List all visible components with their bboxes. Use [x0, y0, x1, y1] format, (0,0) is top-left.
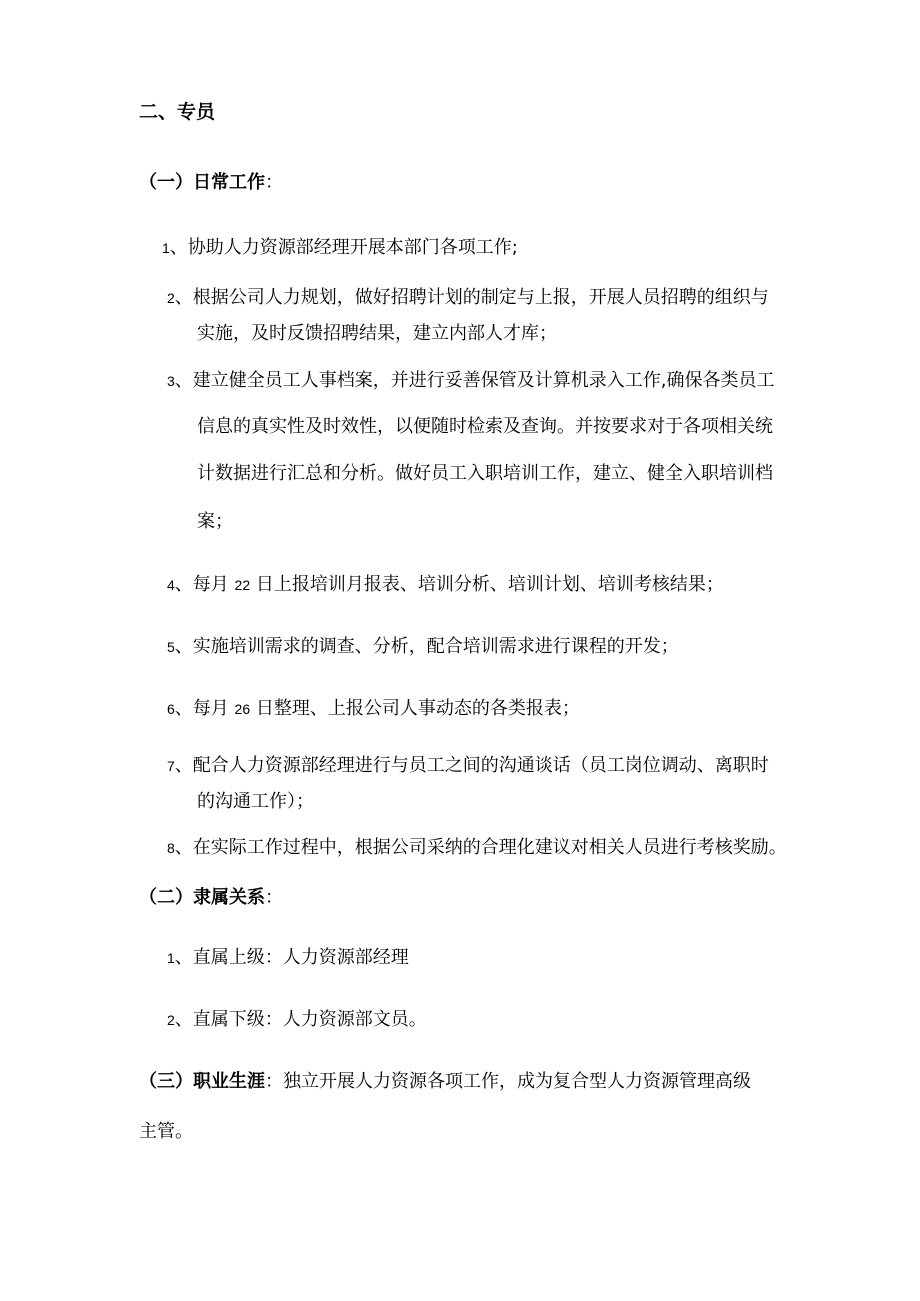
duty-item-sep: 、: [169, 237, 188, 258]
duty-item-1: [162, 237, 518, 259]
duty-item-2-continuation: 实施，及时反馈招聘结果，建立内部人才库；: [197, 323, 557, 344]
duty-item-2: [167, 287, 769, 309]
duty-item-number: 2: [167, 290, 175, 306]
duty-item-day: 26: [234, 701, 251, 717]
reporting-item-number: 2: [167, 1012, 175, 1028]
career-text-continuation: 主管。: [139, 1121, 193, 1142]
duty-item-text: 根据公司人力规划，做好招聘计划的制定与上报，开展人员招聘的组织与: [192, 287, 769, 308]
duty-item-6: [167, 698, 580, 720]
reporting-item-1: [167, 947, 409, 969]
duty-item-text-a: 每月: [192, 574, 235, 595]
reporting-item-text: 直属下级：人力资源部文员。: [192, 1009, 427, 1030]
duty-item-number: 4: [167, 577, 175, 593]
duty-item-3-continuation: 信息的真实性及时效性，以便随时检索及查询。并按要求对于各项相关统: [197, 416, 773, 437]
duty-item-text: 建立健全员工人事档案，并进行妥善保管及计算机录入工作,确保各类员工: [192, 370, 775, 391]
duty-item-sep: 、: [174, 370, 193, 391]
duty-item-3-continuation: 案；: [197, 511, 233, 532]
duty-item-text: 配合人力资源部经理进行与员工之间的沟通谈话（员工岗位调动、离职时: [192, 755, 769, 776]
duty-item-sep: 、: [174, 755, 193, 776]
duty-item-day: 22: [234, 577, 251, 593]
reporting-heading: [139, 887, 283, 909]
career-heading-prefix: （三）: [139, 1071, 193, 1092]
duty-item-text: 实施培训需求的调查、分析，配合培训需求进行课程的开发；: [192, 636, 679, 657]
reporting-item-text: 直属上级：人力资源部经理: [192, 947, 409, 968]
section-title: 二、专员: [139, 101, 216, 123]
duty-item-number: 5: [167, 639, 175, 655]
duty-item-number: 1: [162, 240, 170, 256]
duty-item-text-a: 每月: [192, 698, 235, 719]
duty-item-number: 7: [167, 758, 175, 774]
duty-item-number: 8: [167, 840, 175, 856]
duties-heading-prefix: （一）: [139, 172, 193, 193]
duty-item-text-b: 日整理、上报公司人事动态的各类报表；: [250, 698, 580, 719]
duty-item-3-continuation: 计数据进行汇总和分析。做好员工入职培训工作，建立、健全入职培训档: [197, 463, 773, 484]
duties-heading: [139, 172, 283, 194]
career-heading-suffix: ：: [265, 1071, 283, 1092]
reporting-heading-prefix: （二）: [139, 887, 193, 908]
duty-item-text: 在实际工作过程中，根据公司采纳的合理化建议对相关人员进行考核奖励。: [192, 837, 787, 858]
career-text: 独立开展人力资源各项工作，成为复合型人力资源管理高级: [283, 1071, 751, 1092]
reporting-item-sep: 、: [174, 947, 193, 968]
duty-item-sep: 、: [174, 698, 193, 719]
duty-item-sep: 、: [174, 636, 193, 657]
duty-item-number: 3: [167, 373, 175, 389]
duty-item-sep: 、: [174, 837, 193, 858]
duties-heading-text: 日常工作: [193, 172, 265, 193]
reporting-item-sep: 、: [174, 1009, 193, 1030]
reporting-item-2: [167, 1009, 427, 1031]
duty-item-3: [167, 370, 775, 392]
duty-item-8: [167, 837, 787, 859]
duty-item-5: [167, 636, 679, 658]
duties-heading-suffix: ：: [265, 172, 283, 193]
duty-item-text: 协助人力资源部经理开展本部门各项工作;: [187, 237, 518, 258]
duty-item-number: 6: [167, 701, 175, 717]
duty-item-4: [167, 574, 724, 596]
career-heading-text: 职业生涯: [193, 1071, 265, 1092]
duty-item-7-continuation: 的沟通工作）；: [197, 791, 314, 812]
career-paragraph: [139, 1071, 751, 1093]
duty-item-sep: 、: [174, 574, 193, 595]
reporting-heading-suffix: ：: [265, 887, 283, 908]
duty-item-7: [167, 755, 769, 777]
duty-item-text-b: 日上报培训月报表、培训分析、培训计划、培训考核结果；: [250, 574, 724, 595]
reporting-item-number: 1: [167, 950, 175, 966]
reporting-heading-text: 隶属关系: [193, 887, 265, 908]
duty-item-sep: 、: [174, 287, 193, 308]
